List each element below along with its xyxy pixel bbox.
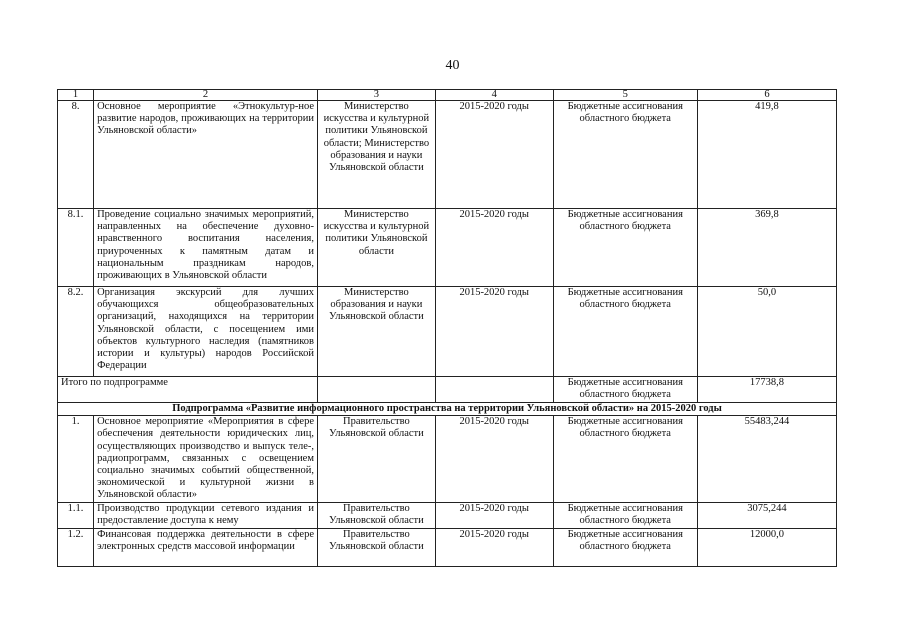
column-number: 5 (553, 90, 697, 101)
row-amount: 12000,0 (697, 528, 836, 566)
table-row (58, 416, 837, 502)
row-executor: Министерство искусства и культурной политики Ульяновской области (318, 209, 436, 287)
page-number: 40 (445, 58, 460, 73)
row-period: 2015-2020 годы (435, 101, 553, 209)
row-period: 2015-2020 годы (435, 502, 553, 528)
row-executor: Министерство образования и науки Ульяновской области (318, 287, 436, 377)
row-amount: 55483,244 (697, 416, 836, 502)
row-description: Финансовая поддержка деятельности в сфере электронных средств массовой информации (94, 528, 318, 566)
row-source: Бюджетные ассигнования областного бюджета (553, 502, 697, 528)
row-period: 2015-2020 годы (435, 528, 553, 566)
empty-cell (318, 377, 436, 403)
row-period: 2015-2020 годы (435, 287, 553, 377)
empty-cell (435, 377, 553, 403)
row-amount: 369,8 (697, 209, 836, 287)
table-row (58, 502, 837, 528)
row-description: Основное мероприятие «Мероприятия в сфере обеспечения деятельности юридических лиц, осуществляющих производство и выпуск теле-, радиопрограмм, связанных с освещением социально значимых событий общественной, экономической и культурной жизни в Ульяновской области» (94, 416, 318, 502)
row-number: 8.1. (58, 209, 94, 287)
section-title: Подпрограмма «Развитие информационного пространства на территории Ульяновской области» на 2015-2020 годы (58, 403, 837, 416)
row-executor: Министерство искусства и культурной политики Ульяновской области; Министерство образования и науки Ульяновской области (318, 101, 436, 209)
section-header-row (58, 403, 837, 416)
row-number: 8.2. (58, 287, 94, 377)
row-number: 1.1. (58, 502, 94, 528)
row-source: Бюджетные ассигнования областного бюджета (553, 287, 697, 377)
program-table (57, 89, 837, 567)
column-number: 6 (697, 90, 836, 101)
row-period: 2015-2020 годы (435, 416, 553, 502)
row-description: Основное мероприятие «Этнокультур-ное развитие народов, проживающих на территории Ульяновской области» (94, 101, 318, 209)
table-row (58, 528, 837, 566)
row-description: Проведение социально значимых мероприятий, направленных на обеспечение духовно-нравственного воспитания населения, приуроченных к памятным датам и национальным праздникам народов, проживающих в Ульяновской области (94, 209, 318, 287)
row-source: Бюджетные ассигнования областного бюджета (553, 101, 697, 209)
row-description: Производство продукции сетевого издания и предоставление доступа к нему (94, 502, 318, 528)
table-row (58, 209, 837, 287)
row-executor: Правительство Ульяновской области (318, 502, 436, 528)
row-executor: Правительство Ульяновской области (318, 528, 436, 566)
row-source: Бюджетные ассигнования областного бюджета (553, 416, 697, 502)
row-description: Организация экскурсий для лучших обучающихся общеобразовательных организаций, находящихся на территории Ульяновской области, с посещением ими объектов культурного наследия (памятников истории и культуры) народов Российской Федерации (94, 287, 318, 377)
total-row (58, 377, 837, 403)
row-source: Бюджетные ассигнования областного бюджета (553, 528, 697, 566)
column-number: 4 (435, 90, 553, 101)
row-source: Бюджетные ассигнования областного бюджета (553, 209, 697, 287)
row-number: 1.2. (58, 528, 94, 566)
row-amount: 50,0 (697, 287, 836, 377)
table-row (58, 287, 837, 377)
total-label: Итого по подпрограмме (58, 377, 318, 403)
column-number: 1 (58, 90, 94, 101)
row-period: 2015-2020 годы (435, 209, 553, 287)
row-amount: 3075,244 (697, 502, 836, 528)
column-number: 3 (318, 90, 436, 101)
row-amount: 419,8 (697, 101, 836, 209)
column-number: 2 (94, 90, 318, 101)
row-number: 1. (58, 416, 94, 502)
row-number: 8. (58, 101, 94, 209)
table-row (58, 101, 837, 209)
row-executor: Правительство Ульяновской области (318, 416, 436, 502)
total-amount: 17738,8 (697, 377, 836, 403)
column-number-row (58, 90, 837, 101)
total-source: Бюджетные ассигнования областного бюджета (553, 377, 697, 403)
